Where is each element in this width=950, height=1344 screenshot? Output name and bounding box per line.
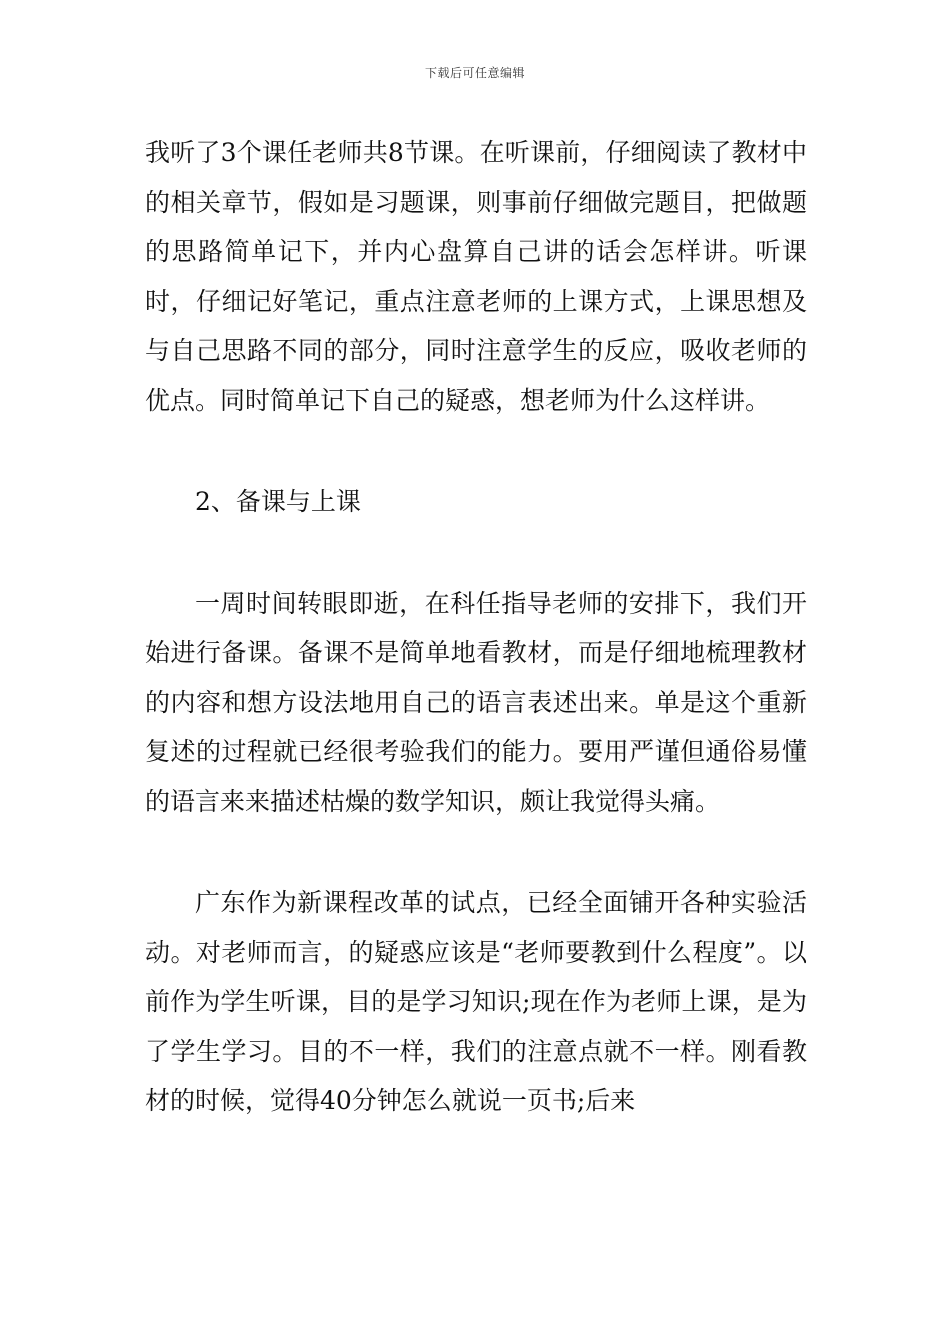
section-heading: 2、备课与上课: [195, 487, 361, 516]
paragraph-lesson-prep: 一周时间转眼即逝，在科任指导老师的安排下，我们开始进行备课。备课不是简单地看教材，而是仔细地梳理教材的内容和想方设法地用自己的语言表述出来。单是这个重新复述的过程就已经很考验我们的能力。要用严谨但通俗易懂的语言来来描述枯燥的数学知识，颇让我觉得头痛。: [145, 588, 807, 816]
document-body: [145, 128, 807, 1126]
paragraph-observation: 我听了3个课任老师共8节课。在听课前，仔细阅读了教材中的相关章节，假如是习题课，则事前仔细做完题目，把做题的思路简单记下，并内心盘算自己讲的话会怎样讲。听课时，仔细记好笔记，重点注意老师的上课方式，上课思想及与自己思路不同的部分，同时注意学生的反应，吸收老师的优点。同时简单记下自己的疑惑，想老师为什么这样讲。: [145, 138, 807, 415]
paragraph-curriculum-reform: 广东作为新课程改革的试点，已经全面铺开各种实验活动。对老师而言，的疑惑应该是“老师要教到什么程度”。以前作为学生听课，目的是学习知识;现在作为老师上课，是为了学生学习。目的不一样，我们的注意点就不一样。刚看教材的时候，觉得40分钟怎么就说一页书;后来: [145, 888, 807, 1115]
page-header: 下载后可任意编辑: [424, 66, 525, 80]
